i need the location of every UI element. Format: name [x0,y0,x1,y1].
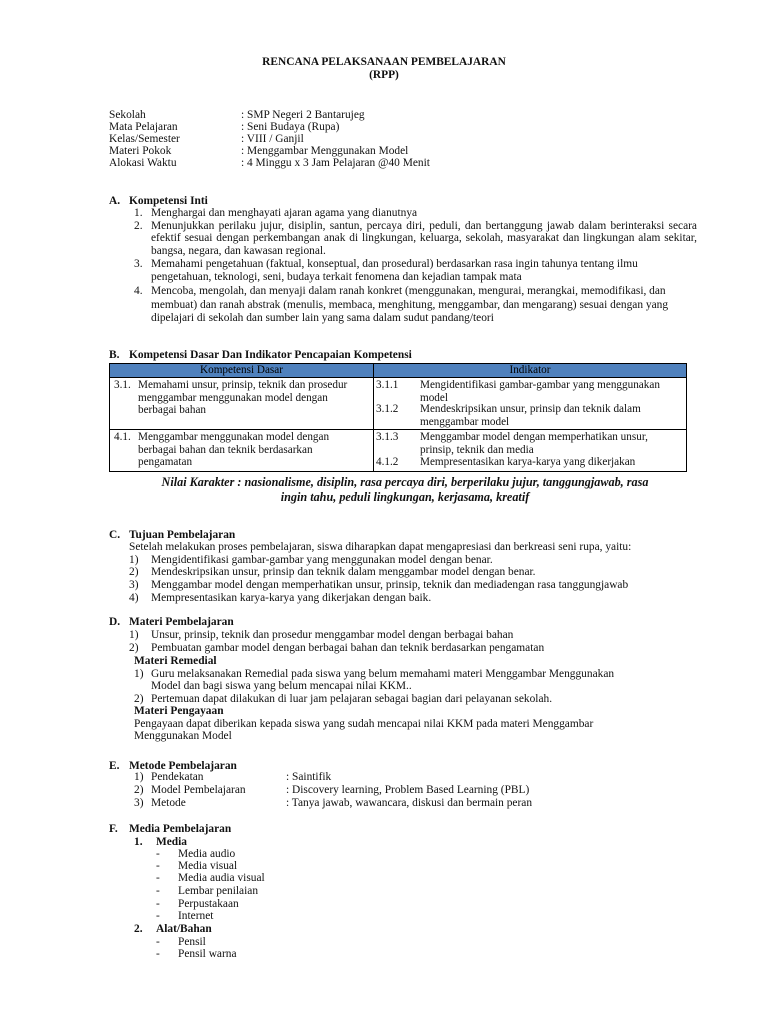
list-number: 2. [134,220,143,232]
list-number: 2) [134,693,144,705]
subsection-heading: Materi Pengayaan [134,705,224,717]
table-row [110,378,687,430]
table-cell [110,430,374,472]
list-number: 1) [134,771,144,783]
section-heading: Metode Pembelajaran [129,760,237,772]
list-item: Mempresentasikan karya-karya yang dikerjakan dengan baik. [151,592,432,604]
paragraph: Menggunakan Model [134,730,232,742]
list-item: Model dan bagi siswa yang belum mencapai nilai KKM.. [151,680,412,692]
list-number: 1) [129,554,139,566]
dash-bullet: - [156,860,160,872]
section-heading: Media Pembelajaran [129,823,232,835]
indicator-number: 3.1.3 [376,431,399,443]
list-item: Menunjukkan perilaku jujur, disiplin, santun, percaya diri, peduli, dan bertanggung jawab dalam berinteraksi secara efektif sesuai dengan perkembangan anak di lingkungan, keluarga, sekolah, masyarakat dan lingkungan alam sekitar, bangsa, negara, dan kawasan regional. [151,220,697,257]
list-item: Perpustakaan [178,898,239,910]
list-number: 1. [134,207,143,219]
section-letter: F. [109,823,118,835]
list-item: Lembar penilaian [178,885,259,897]
list-item: Memahami pengetahuan (faktual, konseptual, dan prosedural) berdasarkan rasa ingin tahunya tentang ilmu pengetahuan, teknologi, seni, budaya terkait fenomena dan kejadian tampak mata [151,258,638,283]
list-number: 1) [129,629,139,641]
indicator-text: Mendeskripsikan unsur, prinsip dan teknik dalam menggambar model [420,403,641,428]
list-item: Media audio [178,848,236,860]
section-intro: Setelah melakukan proses pembelajaran, siswa diharapkan dapat mengapresiasi dan berkreasi seni rupa, yaitu: [129,541,632,553]
kd-text: Memahami unsur, prinsip, teknik dan prosedur menggambar menggunakan model dengan berbagai bahan [138,379,348,416]
list-number: 2) [129,566,139,578]
method-value: : Discovery learning, Problem Based Learning (PBL) [286,784,530,796]
table-row [110,430,687,472]
method-label: Pendekatan [151,771,204,783]
subsection-heading: Media [156,836,188,848]
subsection-heading: Materi Remedial [134,655,217,667]
section-heading: Kompetensi Dasar Dan Indikator Pencapaian Kompetensi [129,349,412,361]
kd-text: Menggambar menggunakan model dengan berbagai bahan dan teknik berdasarkan pengamatan [138,431,330,468]
list-item: Pembuatan gambar model dengan berbagai bahan dan teknik berdasarkan pengamatan [151,642,545,654]
method-label: Model Pembelajaran [151,784,246,796]
dash-bullet: - [156,910,160,922]
list-item: Pertemuan dapat dilakukan di luar jam pelajaran sebagai bagian dari pelayanan sekolah. [151,693,553,705]
list-item: Media visual [178,860,238,872]
method-label: Metode [151,797,186,809]
dash-bullet: - [156,872,160,884]
dash-bullet: - [156,936,160,948]
list-number: 2) [129,642,139,654]
section-heading: Kompetensi Inti [129,195,208,207]
table-header: Indikator [374,364,687,378]
dash-bullet: - [156,848,160,860]
indicator-number: 3.1.1 [376,379,399,391]
dash-bullet: - [156,948,160,960]
page-title: RENCANA PELAKSANAAN PEMBELAJARAN [262,56,506,68]
indicator-text: Menggambar model dengan memperhatikan unsur, prinsip, teknik dan media [420,431,648,456]
table-header: Kompetensi Dasar [110,364,374,378]
dash-bullet: - [156,898,160,910]
section-letter: E. [109,760,120,772]
identity-value: : SMP Negeri 2 Bantarujeg [241,109,365,121]
list-number: 1. [134,836,143,848]
competency-table [109,363,687,472]
dash-bullet: - [156,885,160,897]
table-cell [374,378,687,430]
list-item: Menggambar model dengan memperhatikan unsur, prinsip, teknik dan mediadengan rasa tanggungjawab [151,579,629,591]
list-item: Guru melaksanakan Remedial pada siswa yang belum memahami materi Menggambar Menggunakan [151,668,615,680]
list-item: Pensil [178,936,206,948]
list-number: 3) [129,579,139,591]
list-item: Media audia visual [178,872,265,884]
list-item: Internet [178,910,214,922]
list-number: 2) [134,784,144,796]
page-subtitle: (RPP) [369,69,399,81]
section-letter: D. [109,616,121,628]
nilai-karakter: Nilai Karakter : nasionalisme, disiplin, rasa percaya diri, berperilaku jujur, tanggungjawab, rasa [161,475,649,489]
identity-label: Alokasi Waktu [109,157,177,169]
list-item: Pensil warna [178,948,237,960]
list-item: Menghargai dan menghayati ajaran agama yang dianutnya [151,207,418,219]
list-item: Unsur, prinsip, teknik dan prosedur menggambar model dengan berbagai bahan [151,629,514,641]
section-heading: Tujuan Pembelajaran [129,529,236,541]
identity-label: Kelas/Semester [109,133,180,145]
identity-label: Sekolah [109,109,146,121]
section-letter: A. [109,195,121,207]
indicator-text: Mengidentifikasi gambar-gambar yang menggunakan model [420,379,660,404]
list-item: Mendeskripsikan unsur, prinsip dan teknik dalam menggambar model dengan benar. [151,566,536,578]
list-number: 2. [134,923,143,935]
paragraph: Pengayaan dapat diberikan kepada siswa yang sudah mencapai nilai KKM pada materi Menggambar [134,718,594,730]
list-number: 3. [134,258,143,270]
list-item: Mengidentifikasi gambar-gambar yang menggunakan model dengan benar. [151,554,493,566]
table-cell [110,378,374,430]
method-value: : Saintifik [286,771,332,783]
section-heading: Materi Pembelajaran [129,616,234,628]
list-number: 3) [134,797,144,809]
identity-value: : Menggambar Menggunakan Model [241,145,409,157]
nilai-karakter: ingin tahu, peduli lingkungan, kerjasama, kreatif [280,490,530,504]
list-number: 1) [134,668,144,680]
indicator-number: 3.1.2 [376,403,399,415]
indicator-number: 4.1.2 [376,456,399,468]
section-letter: B. [109,349,120,361]
identity-value: : Seni Budaya (Rupa) [241,121,340,133]
identity-value: : 4 Minggu x 3 Jam Pelajaran @40 Menit [241,157,430,169]
list-number: 4. [134,285,143,297]
indicator-text: Mempresentasikan karya-karya yang dikerjakan [420,456,636,468]
identity-label: Mata Pelajaran [109,121,178,133]
kd-number: 3.1. [114,379,131,391]
section-letter: C. [109,529,121,541]
list-number: 4) [129,592,139,604]
identity-value: : VIII / Ganjil [241,133,304,145]
table-cell [374,430,687,472]
kd-number: 4.1. [114,431,131,443]
subsection-heading: Alat/Bahan [156,923,212,935]
method-value: : Tanya jawab, wawancara, diskusi dan bermain peran [286,797,533,809]
list-item: Mencoba, mengolah, dan menyaji dalam ranah konkret (menggunakan, mengurai, merangkai, memodifikasi, dan membuat) dan ranah abstrak (menulis, membaca, menghitung, menggambar, dan mengarang) sesuai dengan yang dipelajari di sekolah dan sumber lain yang sama dalam sudut pandang/teori [151,285,669,324]
identity-label: Materi Pokok [109,145,172,157]
